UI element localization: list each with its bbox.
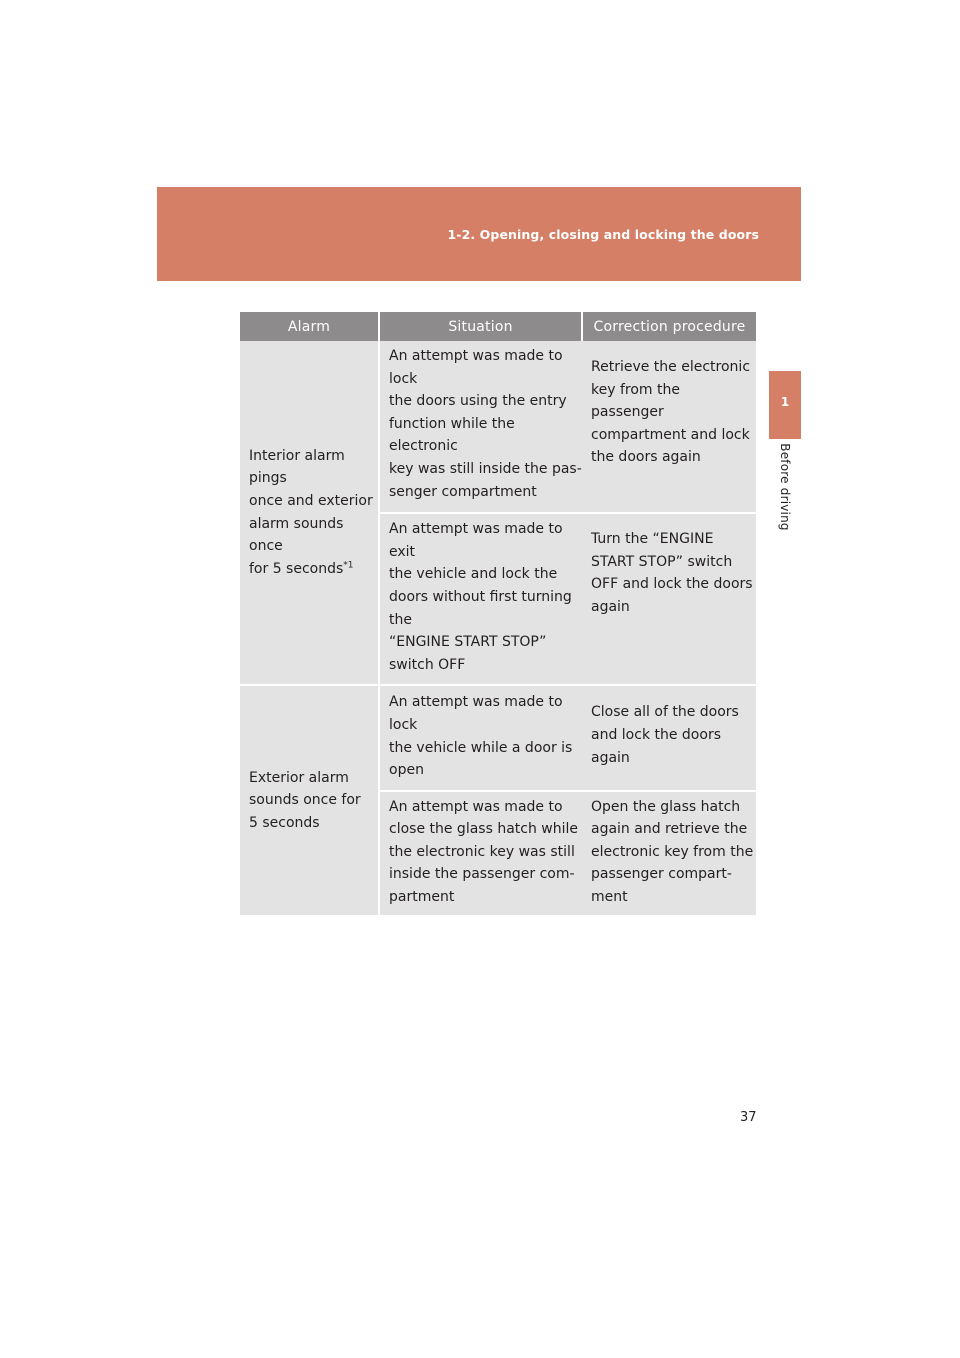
column-header-situation: Situation	[379, 312, 582, 341]
situation-text: An attempt was made to close the glass hatch while the electronic key was still inside the passenger com- partment	[389, 798, 579, 906]
correction-text: Retrieve the electronic key from the passenger compartment and lock the doors again	[591, 359, 751, 466]
correction-text: Turn the “ENGINE START STOP” switch OFF and lock the doors again	[591, 531, 753, 615]
correction-text: Open the glass hatch again and retrieve the electronic key from the passenger compart- ment	[591, 798, 754, 906]
alarm-text: Exterior alarm sounds once for 5 seconds	[249, 769, 361, 831]
section-title: 1-2. Opening, closing and locking the doors	[447, 227, 759, 242]
correction-text: Close all of the doors and lock the doors again	[591, 704, 739, 766]
table-row	[240, 341, 756, 513]
table-row	[240, 685, 756, 790]
column-header-correction: Correction procedure	[582, 312, 756, 341]
column-header-alarm: Alarm	[240, 312, 379, 341]
situation-text: An attempt was made to lock the doors using the entry function while the electronic key was still inside the pas- senger compartment	[389, 348, 582, 500]
table-header-row	[240, 312, 756, 341]
situation-cell	[379, 791, 582, 915]
correction-cell	[582, 513, 756, 685]
alarm-cell	[240, 685, 379, 914]
alarm-table	[240, 312, 756, 915]
footnote-marker: *1	[343, 560, 354, 571]
correction-cell	[582, 685, 756, 790]
alarm-cell	[240, 341, 379, 685]
section-header-band	[157, 187, 801, 281]
chapter-tab	[769, 371, 801, 439]
situation-text: An attempt was made to lock the vehicle while a door is open	[389, 694, 573, 779]
page-number: 37	[740, 1110, 757, 1125]
correction-cell	[582, 791, 756, 915]
chapter-label: Before driving	[778, 443, 792, 531]
situation-cell	[379, 341, 582, 513]
correction-cell	[582, 341, 756, 513]
situation-text: An attempt was made to exit the vehicle and lock the doors without first turning the “ENGINE START STOP” switch OFF	[389, 521, 572, 673]
alarm-text: Interior alarm pings once and exterior alarm sounds once for 5 seconds$^{*1}$	[249, 447, 373, 577]
chapter-number: 1	[780, 395, 790, 409]
situation-cell	[379, 685, 582, 790]
situation-cell	[379, 513, 582, 685]
